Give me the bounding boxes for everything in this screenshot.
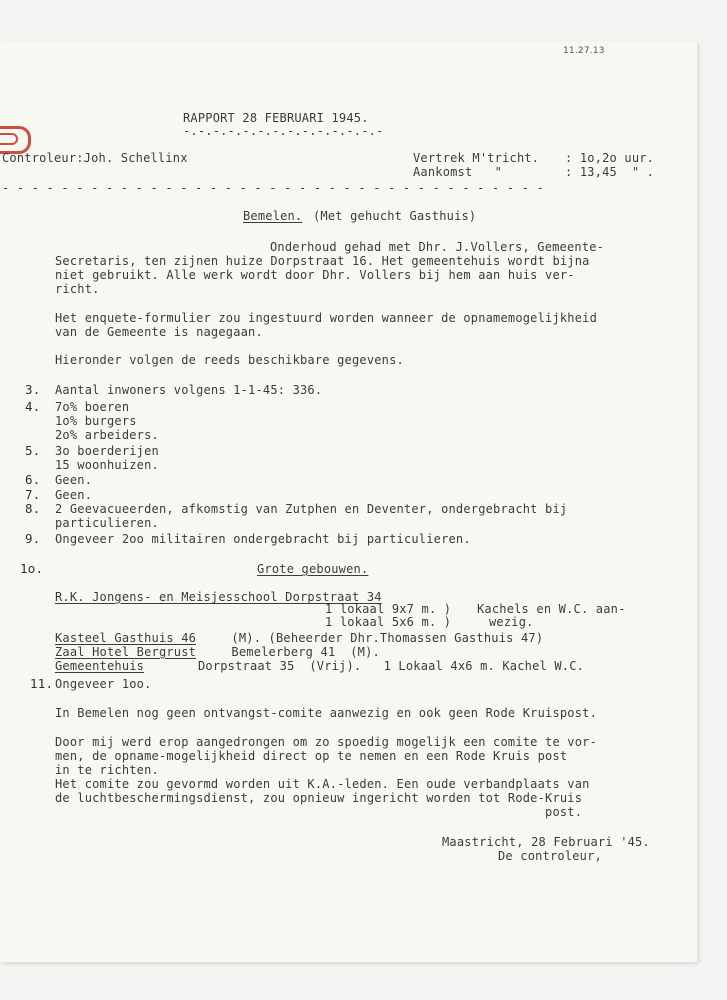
building-hall: Zaal Hotel Bergrust [55,645,197,659]
item-text: 15 woonhuizen. [55,458,159,472]
item-text: 3o boerderijen [55,444,159,458]
building-castle: Kasteel Gasthuis 46 [55,631,197,645]
item-text: 2o% arbeiders. [55,428,159,442]
building-hall-details: Bemelerberg 41 (M). [224,645,380,659]
paragraph-line: Onderhoud gehad met Dhr. J.Vollers, Gemeente- [270,240,605,254]
arrival-time: : 13,45 " . [565,165,655,179]
departure-time: : 1o,2o uur. [565,151,655,165]
reference-number: 11.27.13 [563,46,605,56]
building-school: R.K. Jongens- en Meisjesschool Dorpstraat 34 [55,590,382,604]
place-subheading: (Met gehucht Gasthuis) [313,209,477,223]
paragraph-line: Het comite zou gevormd worden uit K.A.-leden. Een oude verbandplaats van [55,777,590,791]
building-townhall-details: Dorpstraat 35 (Vrij). 1 Lokaal 4x6 m. Kachel W.C. [146,659,585,673]
item-text: 1o% burgers [55,414,137,428]
header-divider: - - - - - - - - - - - - - - - - - - - - - - - - - - - - - - - - - - - - - [2,181,544,195]
paragraph-line: men, de opname-mogelijkheid direct op te nemen en een Rode Kruis post [55,749,568,763]
signature-place-date: Maastricht, 28 Februari '45. [442,835,650,849]
paragraph-line: van de Gemeente is nagegaan. [55,325,263,339]
item-number: 5. [25,443,41,458]
item-number: 7. [25,487,41,502]
buildings-heading: Grote gebouwen. [257,562,369,576]
item-text: 2 Geevacueerden, afkomstig van Zutphen en Deventer, ondergebracht bij [55,502,568,516]
item-text: Ongeveer 1oo. [55,677,152,691]
school-note: wezig. [489,615,534,629]
school-room: 1 lokaal 5x6 m. ) [325,615,452,629]
paragraph-line: Door mij werd erop aangedrongen om zo spoedig mogelijk een comite te vor- [55,735,597,749]
item-text: Geen. [55,473,93,487]
paragraph-line: niet gebruikt. Alle werk wordt door Dhr. Vollers bij hem aan huis ver- [55,268,575,282]
departure-label: Vertrek M'tricht. [413,151,540,165]
building-townhall: Gemeentehuis [55,659,145,673]
arrival-label: Aankomst " [413,165,503,179]
paragraph-line: Secretaris, ten zijnen huize Dorpstraat 16. Het gemeentehuis wordt bijna [55,254,590,268]
school-note: Kachels en W.C. aan- [477,602,626,616]
item-number: 4. [25,399,41,414]
school-room: 1 lokaal 9x7 m. ) [325,602,452,616]
place-heading: Bemelen. [243,209,303,223]
paragraph-line: Hieronder volgen de reeds beschikbare gegevens. [55,353,404,367]
paragraph-line: Het enquete-formulier zou ingestuurd worden wanneer de opnamemogelijkheid [55,311,597,325]
paragraph-line: In Bemelen nog geen ontvangst-comite aanwezig en ook geen Rode Kruispost. [55,706,597,720]
item-text: particulieren. [55,516,159,530]
item-text: 7o% boeren [55,400,130,414]
item-number: 9. [25,531,41,546]
item-number: 11. [30,676,54,691]
paragraph-line: de luchtbeschermingsdienst, zou opnieuw ingericht worden tot Rode-Kruis [55,791,583,805]
building-castle-details: (M). (Beheerder Dhr.Thomassen Gasthuis 47) [224,631,544,645]
paragraph-line: richt. [55,282,100,296]
item-text: Ongeveer 2oo militairen ondergebracht bij particulieren. [55,532,471,546]
item-text: Geen. [55,488,93,502]
item-number: 6. [25,472,41,487]
paperclip-inner-icon [0,133,18,145]
title-underline: -.-.-.-.-.-.-.-.-.-.-.-.-.- [183,124,384,138]
item-number: 8. [25,501,41,516]
item-number: 3. [25,382,41,397]
controller-line: Controleur:Joh. Schellinx [2,151,188,165]
item-number: 1o. [20,561,44,576]
paragraph-line: in te richten. [55,763,159,777]
report-title: RAPPORT 28 FEBRUARI 1945. [183,111,369,125]
signature-title: De controleur, [498,849,602,863]
item-text: Aantal inwoners volgens 1-1-45: 336. [55,383,323,397]
paragraph-line: post. [55,805,583,819]
